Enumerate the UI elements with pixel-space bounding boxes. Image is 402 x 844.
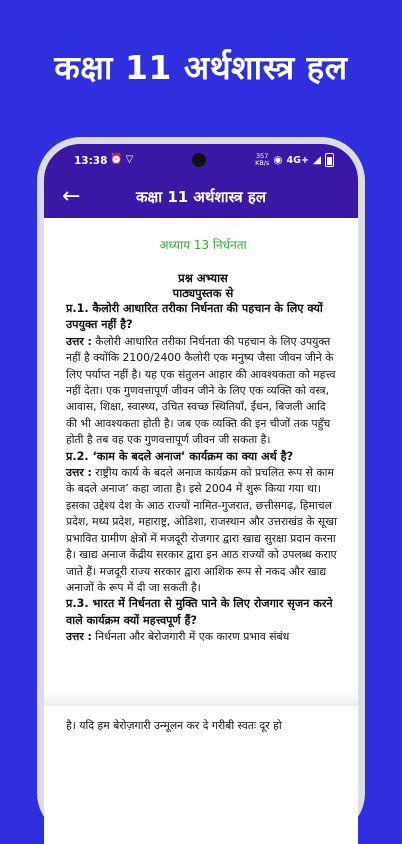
alarm-icon: ⏰ ▽ — [110, 154, 134, 165]
continued-text: है। यदि हम बेरोज़गारी उन्मूलन कर दे गरीबी स्वतः दूर हो — [66, 719, 282, 732]
section-subheading: पाठ्यपुस्तक से — [172, 286, 234, 300]
app-bar — [44, 178, 358, 218]
app-title: कक्षा 11 अर्थशास्त्र हल — [135, 188, 267, 206]
promo-title: कक्षा 11 अर्थशास्त्र हल — [54, 48, 348, 87]
answer-1 — [66, 334, 340, 449]
signal-icon: ◢ — [312, 154, 321, 166]
question-3: प्र.3. भारत में निर्धनता से मुक्ति पाने के लिए रोजगार सृजन करने वाले कार्यक्रम क्यों महत्त्वपूर्ण हैं? — [66, 597, 333, 627]
answer-label: उत्तर : — [66, 466, 92, 480]
speed-unit: KB/s — [255, 159, 270, 167]
answer-2 — [66, 465, 340, 596]
front-camera — [192, 153, 206, 167]
network-type: 4G+ — [286, 154, 309, 166]
answer-1-text: कैलोरी आधारित तरीका निर्धनता की पहचान के लिए उपयुक्त नहीं है क्योंकि 2100/2400 कैलोरी एक मनुष्य जैसा जीवन जीने के लिए पर्याप्त नहीं है। यह एक संतुलन आहार की आवश्यकता को महत्त्व नहीं देता। एक गुणवत्तापूर्ण जीवन जीने के लिए एक व्यक्ति को वस्त्र, आवास, शिक्षा, स्वास्थ्य, उचित स्वच्छ स्थितियाँ, ईंधन, बिजली आदि की भी आवश्यकता होती है। जब एक व्यक्ति की इन चीजों तक पहुँच होती है तब वह एक गुणवत्तापूर्ण जीवन जी सकता है। — [66, 334, 336, 447]
question-2: प्र.2. ‘काम के बदले अनाज’ कार्यक्रम का क्या अर्थ है? — [66, 449, 294, 463]
status-time: 13:38 — [74, 155, 108, 167]
speed-value: 357 — [256, 152, 269, 160]
section-heading: प्रश्न अभ्यास — [178, 271, 228, 285]
answer-label: उत्तर : — [66, 334, 92, 348]
chapter-title: अध्याय 13 निर्धनता — [159, 238, 247, 252]
battery-icon — [325, 153, 334, 167]
status-bar — [44, 144, 358, 178]
phone-screen — [44, 144, 358, 844]
status-right-group — [255, 153, 334, 167]
answer-2-text: राष्ट्रीय कार्य के बदले अनाज कार्यक्रम को प्रचलित रूप से काम के बदले अनाज’ कहा जाता है। इसे 2004 में शुरू किया गया था। इसका उद्देश्य देश के आठ राज्यों नामित-गुजरात, छत्तीसगढ़, हिमाचल प्रदेश, मध्य प्रदेश, महाराष्ट्र, ओडिशा, राजस्थान और उत्तराखंड के सूखा प्रभावित ग्रामीण क्षेत्रों में मजदूरी रोजगार द्वारा खाद्य सुरक्षा प्रदान करना है। खाद्य अनाज केंद्रीय सरकार द्वारा इन आठ राज्यों को उपलब्ध कराए जाते हैं। मजदूरी राज्य सरकार द्वारा आशिक रूप से नकद और खाद्य अनाजों के रूप में दी जा सकती है। — [66, 466, 337, 594]
answer-label: उत्तर : — [66, 630, 92, 644]
answer-3-text: निर्धनता और बेरोजगारी में एक कारण प्रभाव संबंध — [91, 630, 290, 644]
arrow-left-icon[interactable]: ← — [62, 184, 81, 209]
answer-3 — [66, 629, 340, 645]
wifi-icon: ◉ — [273, 154, 283, 166]
network-speed — [255, 153, 269, 167]
article-content — [66, 218, 340, 646]
question-1: प्र.1. कैलोरी आधारित तरीका निर्धनता की पहचान के लिए क्यों उपयुक्त नहीं है? — [66, 302, 323, 332]
